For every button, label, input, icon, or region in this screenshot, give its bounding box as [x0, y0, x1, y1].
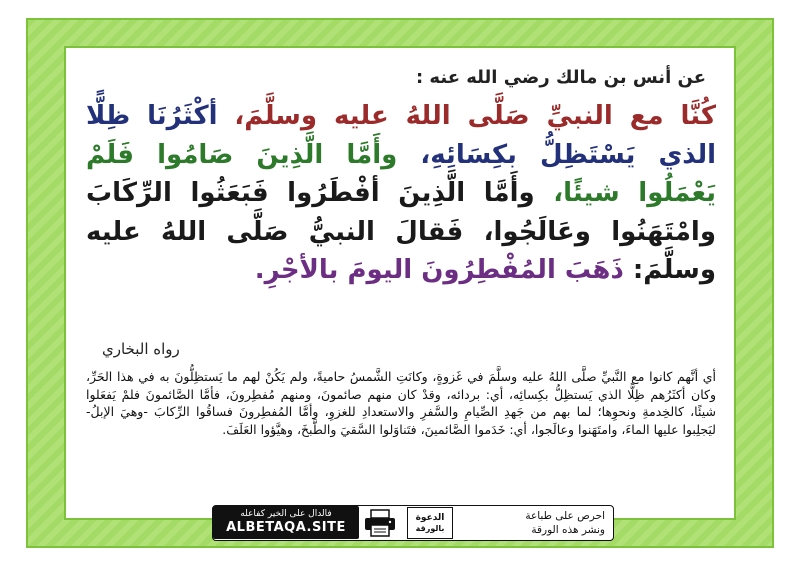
print-message	[525, 506, 605, 539]
print-message-line-2: ونشر هذه الورقة	[531, 523, 605, 536]
hadith-part-1: كُنَّا مع النبيِّ صَلَّى اللهُ عليه وسلَّمَ،	[217, 101, 716, 131]
logo-line-2: بالورقة	[415, 523, 445, 533]
site-tagline: فالدال على الخير كفاعله	[240, 509, 332, 519]
hadith-part-4: وأَمَّا الَّذِينَ أفْطَرُوا فَبَعَثُوا الرِّكَابَ وامْتَهَنُوا وعَالَجُوا، فَقالَ النبيُّ صَلَّى اللهُ عليه وسلَّمَ:	[86, 178, 716, 285]
print-message-line-1: احرص على طباعة	[525, 509, 605, 522]
hadith-part-3: وأَمَّا الَّذِينَ صَامُوا فَلَمْ يَعْمَلُوا شيئًا،	[86, 139, 716, 208]
hadith-part-5: ذَهَبَ المُفْطِرُونَ اليومَ بالأجْرِ.	[254, 255, 624, 285]
hadith-intro: عن أنس بن مالك رضي الله عنه :	[415, 67, 706, 88]
site-badge[interactable]	[213, 506, 359, 539]
dawah-logo	[407, 507, 453, 539]
printer-icon	[363, 509, 397, 537]
logo-line-1: الدعوة	[415, 512, 445, 523]
hadith-part-2: أكْثَرُنَا ظِلًّا الذي يَسْتَظِلُّ بكِسَائِهِ،	[86, 101, 716, 170]
explanation-text: أي أنَّهم كانوا مع النَّبيِّ صلَّى اللهُ عليه وسلَّمَ في غَزوةٍ، وكانَتِ الشَّمسُ حاميةً، ولم يَكُنْ لهم ما يَستظِلُّونَ به في هذا الحَرِّ، وكان أكثَرُهم ظِلًّا الذي يَستظِلُّ بكِسائِه، أي: بردائه، وقدْ كان منهم صائمونَ، ومنهم مُفطِرونَ، فأمَّا الصَّائمونَ فلمْ يَفعَلوا شيئًا، كالخِدمةِ ونحوِها؛ لما بهم من جَهدِ الصِّيامِ والسَّفرِ والاستعدادِ للغزوِ، وأمَّا المُفطِرونَ فساقُوا الرِّكابَ -وهيَ الإبلُ- ليَجلِبوا عليها الماءَ، وامتَهَنوا وعالَجوا، أي: خَدَموا الصَّائمينَ، فتَناوَلوا السَّقيَ والطَّبخَ، وهيَّؤوا العَلَفَ.	[86, 369, 716, 437]
site-url[interactable]: ALBETAQA.SITE	[226, 520, 346, 535]
narrator-source: رواه البخاري	[102, 340, 180, 358]
hadith-text	[86, 97, 716, 290]
footer-bar	[212, 505, 614, 541]
